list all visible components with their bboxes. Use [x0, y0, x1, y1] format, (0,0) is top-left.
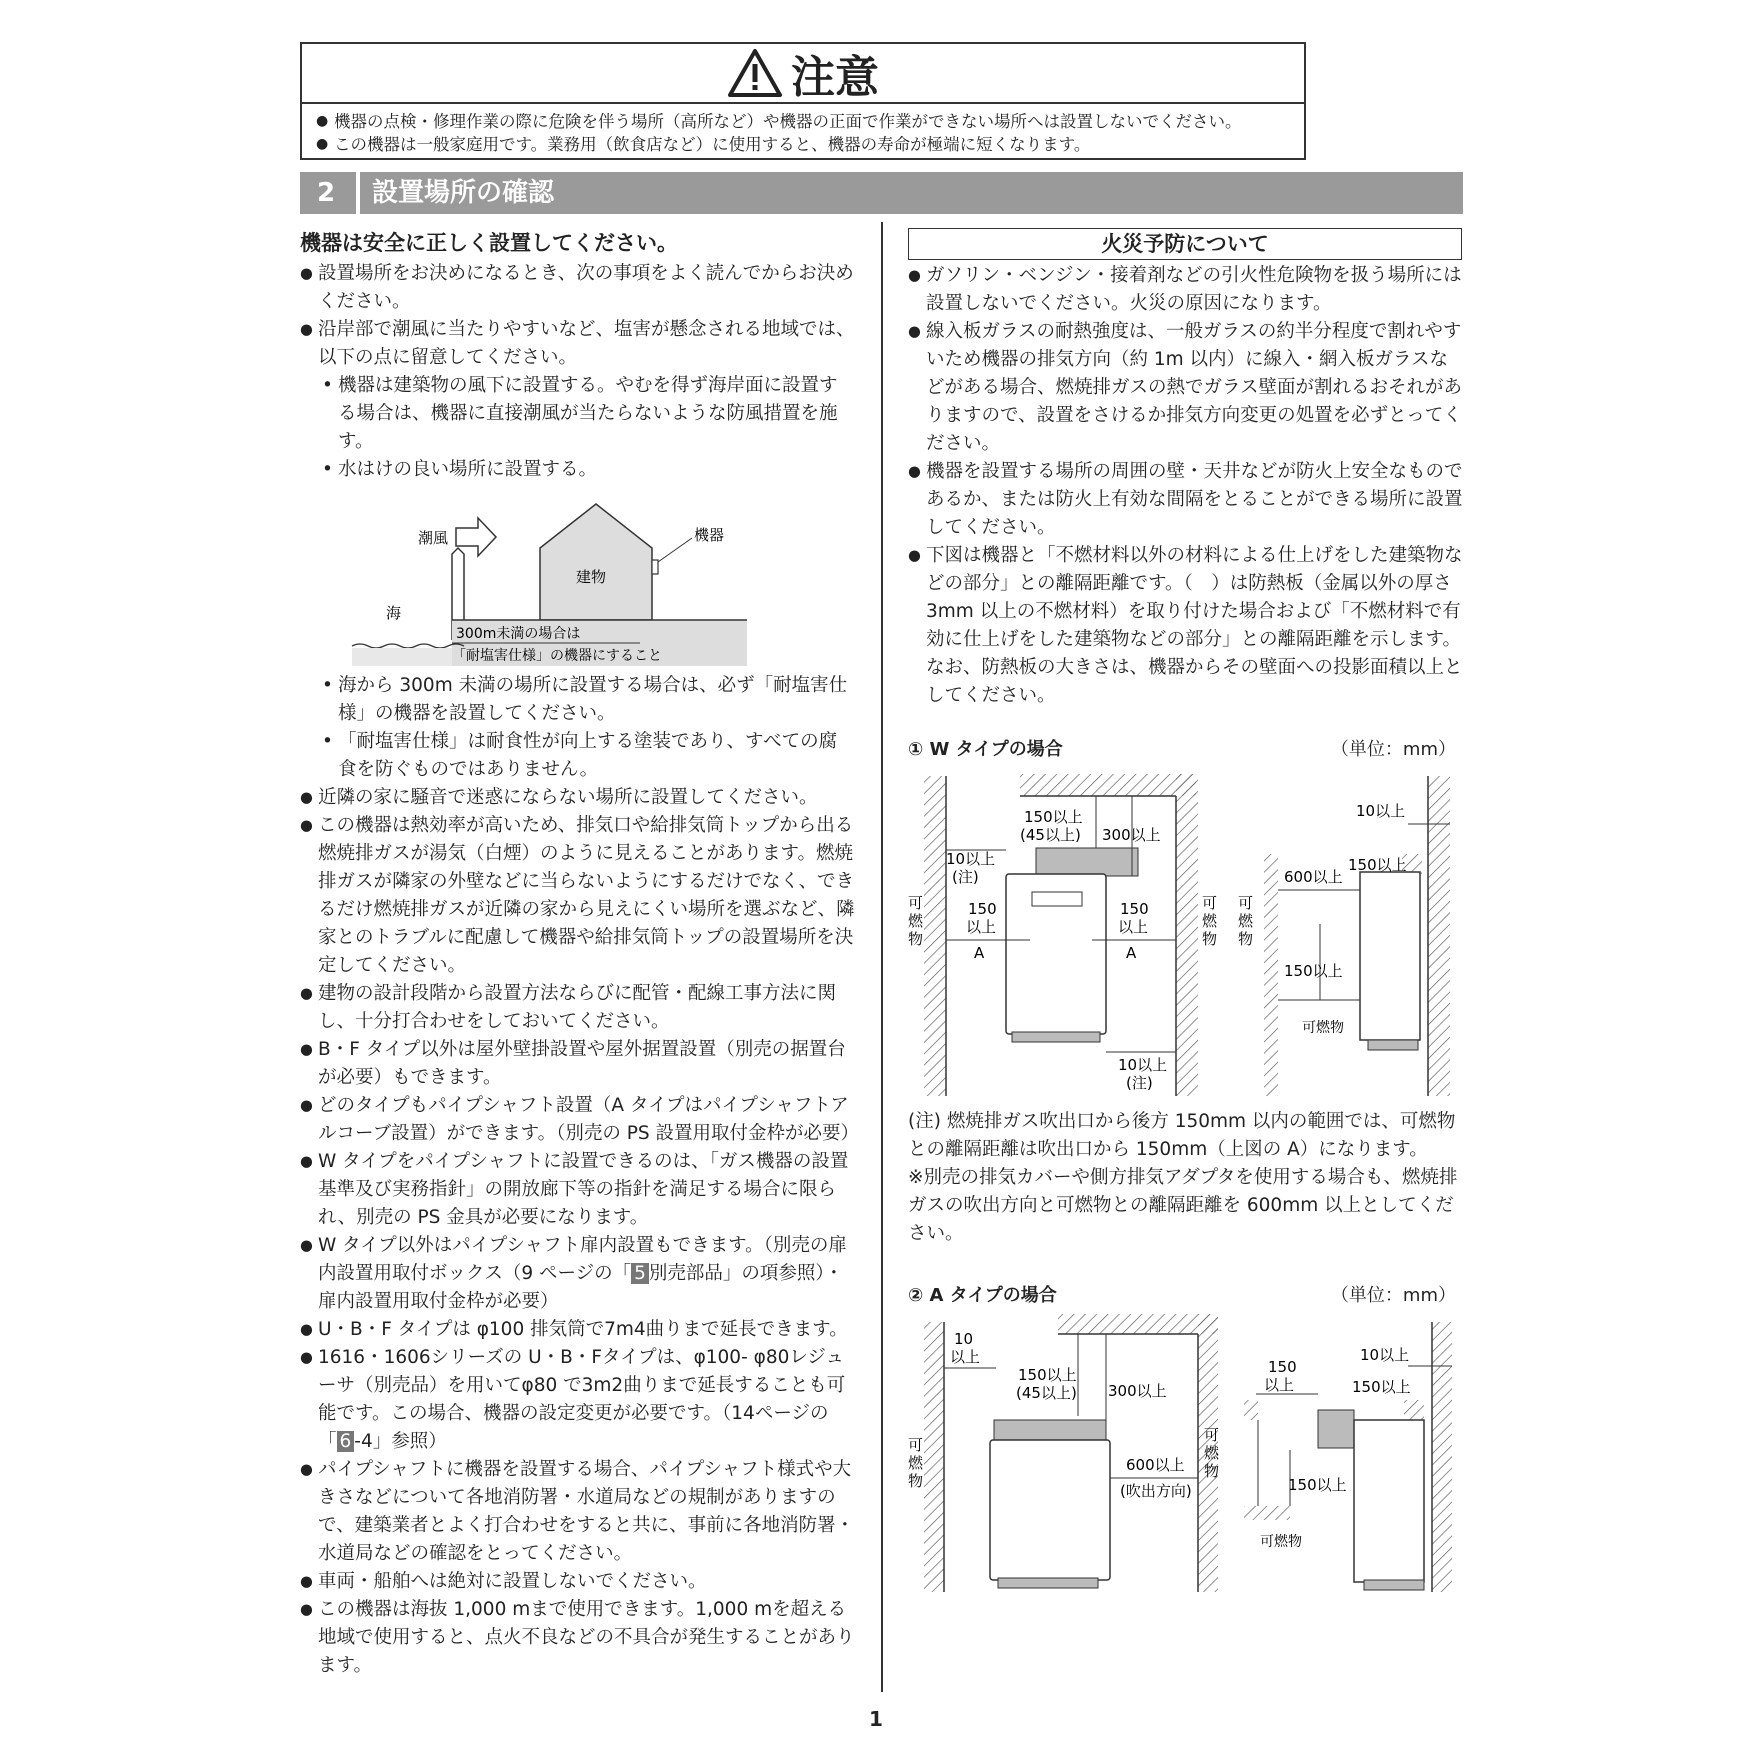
combustible-char: 可 [908, 1436, 924, 1454]
caution-item: ● この機器は一般家庭用です。業務用（飲食店など）に使用すると、機器の寿命が極端に短くなります。 [316, 133, 1242, 156]
combustible-char: 燃 [1238, 912, 1254, 930]
water-heater-front-icon [990, 1420, 1110, 1588]
combustible-char: 燃 [1202, 912, 1218, 930]
combustible-char: 物 [908, 930, 924, 948]
paragraph: ● W タイプをパイプシャフトに設置できるのは、「ガス機器の設置基準及び実務指針」の開放廊下等の指針を満足する場合に限られ、別売の PS 金具が必要になります。 [300, 1148, 855, 1232]
section-ref-badge: 5 [631, 1263, 649, 1284]
dim-label: 150 [1120, 900, 1149, 918]
dim-label: (45以上) [1020, 826, 1081, 844]
dim-label: (45以上) [1016, 1384, 1077, 1402]
section-separator [356, 172, 360, 214]
sub-item: • 水はけの良い場所に設置する。 [300, 456, 855, 484]
combustible-char: 可 [1202, 894, 1218, 912]
dim-label: (吹出方向) [1120, 1482, 1192, 1500]
paragraph: ● 下図は機器と「不燃材料以外の材料による仕上げをした建築物などの部分」との離隔距離です。（ ）は防熱板（金属以外の厚さ 3mm 以上の不燃材料）を取り付けた場合および「不燃材料で有効に仕上げをした建築物などの部分」との離隔距離を示します。なお、防熱板の大きさは、機器からその壁面への投影面積以上としてください。 [908, 542, 1464, 710]
combustible-char: 物 [1204, 1462, 1220, 1480]
left-column [300, 228, 860, 1680]
figure-w-diagram [908, 764, 1464, 1104]
figure-a-diagram [908, 1310, 1464, 1606]
label-building: 建物 [576, 568, 607, 586]
paragraph: ● 近隣の家に騒音で迷惑にならない場所に設置してください。 [300, 784, 855, 812]
note: (注) 燃焼排ガス吹出口から後方 150mm 以内の範囲では、可燃物との離隔距離は吹出口から 150mm（上図の A）になります。 [908, 1111, 1456, 1160]
combustible-char: 可 [908, 894, 924, 912]
paragraph: ● 設置場所をお決めになるとき、次の事項をよく読んでからお決めください。 [300, 260, 855, 316]
combustible-char: 燃 [908, 1454, 924, 1472]
left-heading: 機器は安全に正しく設置してください。 [300, 231, 678, 255]
right-column [908, 228, 1464, 1606]
paragraph [300, 1344, 855, 1456]
dim-label: 600以上 [1126, 1456, 1185, 1474]
caution-title [302, 44, 1304, 104]
paragraph: ● B・F タイプ以外は屋外壁掛設置や屋外据置設置（別売の据置台が必要）もできます。 [300, 1036, 855, 1092]
paragraph: ● U・B・F タイプは φ100 排気筒で7m4曲りまで延長できます。 [300, 1316, 855, 1344]
dim-label: 150 [968, 900, 997, 918]
section-number: 2 [316, 178, 336, 208]
caution-box [300, 42, 1306, 160]
building-shape [540, 504, 652, 620]
dim-label: 150以上 [1288, 1476, 1347, 1494]
combustible-char: 燃 [908, 912, 924, 930]
dim-label: 10以上 [1118, 1056, 1168, 1074]
warning-icon [727, 48, 783, 98]
label-note1: 300m未満の場合は [456, 626, 581, 642]
dim-label: 10以上 [1360, 1346, 1410, 1364]
caution-item: ● 機器の点検・修理作業の際に危険を伴う場所（高所など）や機器の正面で作業ができない場所へは設置しないでください。 [316, 110, 1242, 133]
note: ※別売の排気カバーや側方排気アダプタを使用する場合も、燃焼排ガスの吹出方向と可燃物との離隔距離を 600mm 以上としてください。 [908, 1167, 1458, 1244]
combustible-label: 可燃物 [1260, 1534, 1302, 1550]
dim-label: 10 [954, 1330, 974, 1348]
section-header [300, 172, 1463, 214]
text: W タイプ以外はパイプシャフト扉内設置もできます。（別売の扉内設置用取付ボックス（9 ページの「 [318, 1235, 847, 1284]
water-heater-side-icon [1360, 872, 1420, 1050]
combustible-char: 可 [1204, 1426, 1220, 1444]
figure-a-title: ② A タイプの場合 [908, 1285, 1057, 1306]
label-sea: 海 [386, 604, 402, 622]
text: -4」参照） [354, 1431, 447, 1452]
paragraph: ● 建物の設計段階から設置方法ならびに配管・配線工事方法に関し、十分打合わせをしておいてください。 [300, 980, 855, 1036]
paragraph: ● 線入板ガラスの耐熱強度は、一般ガラスの約半分程度で割れやすいため機器の排気方向（約 1m 以内）に線入・網入板ガラスなどがある場合、燃焼排ガスの熱でガラス壁面が割れるおそれがありますので、設置をさけるか排気方向変更の処置を必ずとってください。 [908, 318, 1464, 458]
dim-label: 600以上 [1284, 868, 1343, 886]
combustible-char: 物 [1202, 930, 1218, 948]
dim-label: 150 [1268, 1358, 1297, 1376]
dim-label: A [974, 944, 985, 962]
paragraph: ● どのタイプもパイプシャフト設置（A タイプはパイプシャフトアルコーブ設置）ができます。（別売の PS 設置用取付金枠が必要） [300, 1092, 855, 1148]
dim-label: 300以上 [1108, 1382, 1167, 1400]
paragraph: ● 機器を設置する場所の周囲の壁・天井などが防火上安全なものであるか、または防火上有効な間隔をとることができる場所に設置してください。 [908, 458, 1464, 542]
sub-item: • 機器は建築物の風下に設置する。やむを得ず海岸面に設置する場合は、機器に直接潮風が当たらないような防風措置を施す。 [300, 372, 855, 456]
combustible-label: 可燃物 [1302, 1020, 1344, 1036]
device-box-icon [652, 560, 658, 574]
sub-item: • 海から 300m 未満の場所に設置する場合は、必ず「耐塩害仕様」の機器を設置してください。 [300, 672, 855, 728]
dim-label: 150以上 [1018, 1366, 1077, 1384]
label-device: 機器 [694, 526, 725, 544]
wind-arrow-icon [456, 518, 496, 556]
dim-label: 10以上 [1356, 802, 1406, 820]
paragraph: ● この機器は熱効率が高いため、排気口や給排気筒トップから出る燃焼排ガスが湯気（白煙）のように見えることがあります。燃焼排ガスが隣家の外壁などに当らないようにするだけでなく、できるだけ燃焼排ガスが近隣の家から見えにくい場所を選ぶなど、隣家とのトラブルに配慮して機器や給排気筒トップの設置場所を決定してください。 [300, 812, 855, 980]
dim-label: 300以上 [1102, 826, 1161, 844]
paragraph: ● パイプシャフトに機器を設置する場合、パイプシャフト様式や大きさなどについて各地消防署・水道局などの規制がありますので、建築業者とよく打合わせをすると共に、事前に各地消防署・水道局などの確認をとってください。 [300, 1456, 855, 1568]
dim-label: (注) [952, 868, 979, 886]
section-title: 設置場所の確認 [372, 178, 555, 208]
combustible-char: 燃 [1204, 1444, 1220, 1462]
column-divider [881, 222, 883, 1692]
text: 別売部品」の項参照）・扉内設置用取付金枠が必要） [318, 1263, 844, 1312]
water-heater-front-icon [1006, 848, 1138, 1042]
label-wind: 潮風 [418, 529, 449, 547]
dim-label: A [1126, 944, 1137, 962]
dim-label: 以上 [1264, 1376, 1295, 1394]
combustible-char: 物 [1238, 930, 1254, 948]
label-note2: 「耐塩害仕様」の機器にすること [452, 648, 662, 664]
section-ref-badge: 6 [337, 1431, 355, 1452]
fire-prevention-heading: 火災予防について [908, 228, 1462, 260]
figure-a-unit: （単位：mm） [1330, 1285, 1456, 1306]
page-number: 1 [869, 1707, 883, 1731]
combustible-char: 可 [1238, 894, 1254, 912]
caution-title-text: 注意 [791, 52, 879, 103]
dim-label: 150以上 [1024, 808, 1083, 826]
paragraph: ● 車両・船舶へは絶対に設置しないでください。 [300, 1568, 855, 1596]
dim-label: 150以上 [1284, 962, 1343, 980]
paragraph: ● 沿岸部で潮風に当たりやすいなど、塩害が懸念される地域では、以下の点に留意してください。 [300, 316, 855, 372]
coastal-diagram [300, 490, 855, 668]
dim-label: 以上 [950, 1348, 981, 1366]
text: 1616・1606シリーズの U・B・Fタイプは、φ100- φ80レジューサ（別売品）を用いてφ80 で3m2曲りまで延長することも可能です。この場合、機器の設定変更が必要です。（14ページの「 [318, 1347, 846, 1452]
dim-label: 150以上 [1348, 856, 1407, 874]
paragraph [300, 1232, 855, 1316]
dim-label: 10以上 [946, 850, 996, 868]
dim-label: 以上 [1118, 918, 1149, 936]
dim-label: 以上 [966, 918, 997, 936]
dim-label: 150以上 [1352, 1378, 1411, 1396]
figure-w-title: ① W タイプの場合 [908, 739, 1063, 760]
combustible-char: 物 [908, 1472, 924, 1490]
paragraph: ● この機器は海抜 1,000 mまで使用できます。1,000 mを超える地域で使用すると、点火不良などの不具合が発生することがあります。 [300, 1596, 855, 1680]
water-heater-side-icon [1318, 1410, 1424, 1590]
sub-item: • 「耐塩害仕様」は耐食性が向上する塗装であり、すべての腐食を防ぐものではありません。 [300, 728, 855, 784]
paragraph: ● ガソリン・ベンジン・接着剤などの引火性危険物を扱う場所には設置しないでください。火災の原因になります。 [908, 262, 1464, 318]
dim-label: (注) [1126, 1074, 1153, 1092]
figure-w-unit: （単位：mm） [1330, 739, 1456, 760]
